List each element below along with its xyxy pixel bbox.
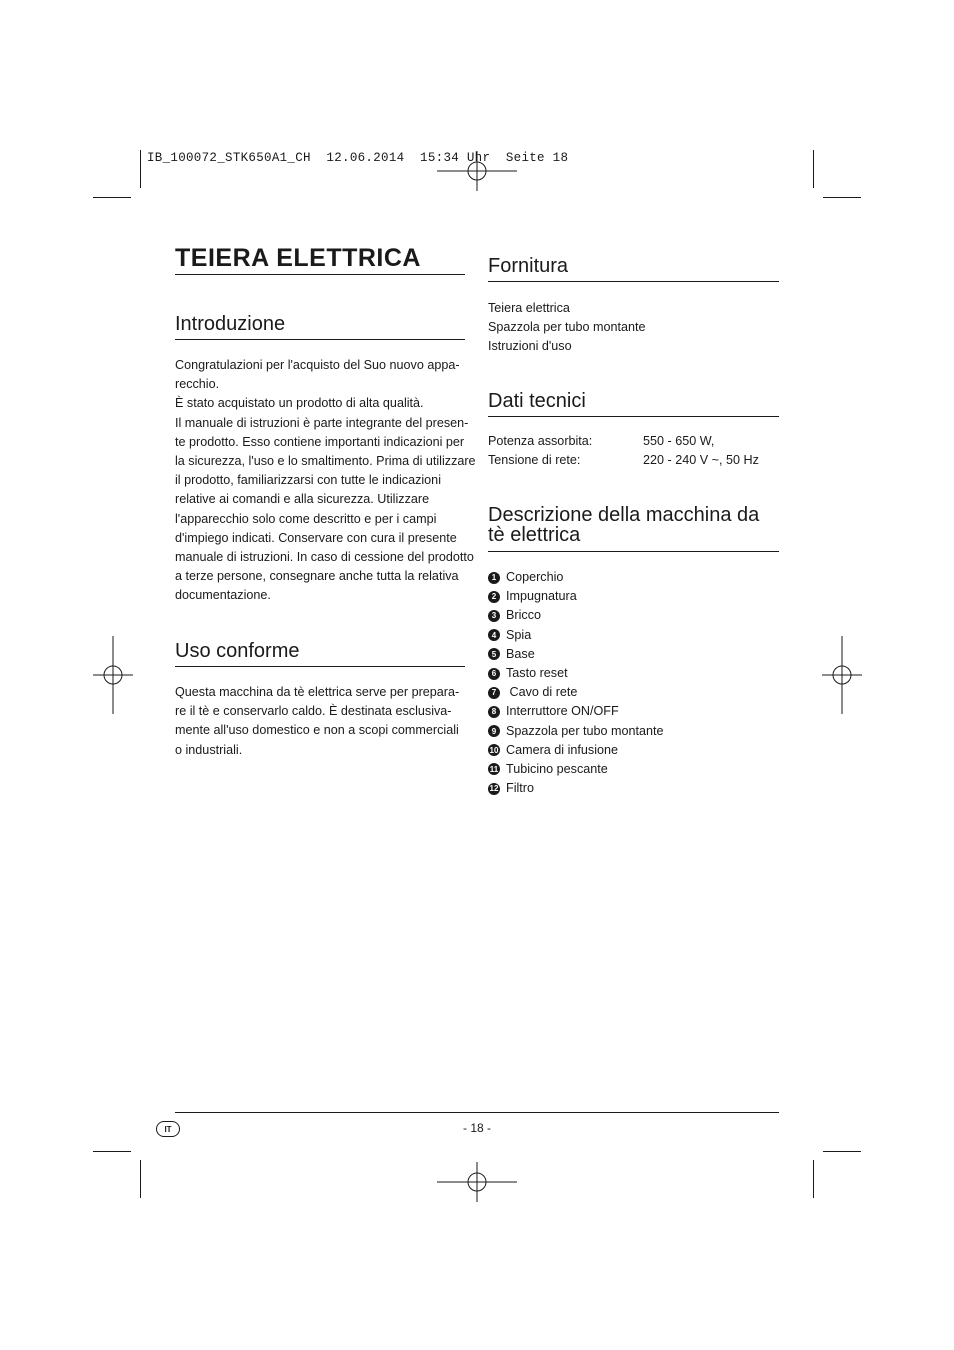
dati-tecnici-heading: Dati tecnici [488,390,586,412]
list-item [488,722,664,741]
number-badge: 9 [488,725,500,737]
list-item [488,645,664,664]
part-label: Cavo di rete [506,685,578,700]
number-badge: 3 [488,610,500,622]
print-slug: IB_100072_STK650A1_CH 12.06.2014 15:34 Uhr Seite 18 [147,151,569,165]
part-label: Camera di infusione [506,742,619,757]
text-line: d'impiego indicati. Conservare con cura il presente [175,530,457,545]
spec-row [488,432,759,451]
number-badge: 10 [489,745,499,755]
list-item [488,741,664,760]
list-item [488,702,664,721]
introduzione-text [175,356,476,606]
spec-label: Tensione di rete: [488,453,581,468]
part-label: Tasto reset [506,665,568,680]
fornitura-heading: Fornitura [488,255,569,277]
number-badge: 2 [488,591,500,603]
text-line: Congratulazioni per l'acquisto del Suo nuovo appa- [175,358,460,372]
part-label: Coperchio [506,570,564,584]
spec-table [488,432,759,470]
number-badge: 7 [488,687,500,699]
number-badge: 12 [489,784,499,794]
list-item: Spazzola per tubo montante [488,320,646,335]
heading-line: Descrizione della macchina da [488,504,760,526]
text-line: Il manuale di istruzioni è parte integrante del presen- [175,415,469,430]
list-item [488,779,664,798]
spec-value: 220 - 240 V ~, 50 Hz [643,453,759,468]
text-line: È stato acquistato un prodotto di alta qualità. [175,396,424,411]
part-label: Spazzola per tubo montante [506,723,664,738]
text-line: o industriali. [175,742,243,757]
text-line: a terze persone, consegnare anche tutta la relativa [175,569,459,584]
introduzione-heading: Introduzione [175,313,286,335]
parts-list [488,568,664,798]
introduzione-rule [175,339,465,340]
registration-mark-top [437,151,517,191]
text-line: il prodotto, familiarizzarsi con tutte le indicazioni [175,473,441,488]
page-number: - 18 - [462,1121,491,1135]
text-line: documentazione. [175,588,271,603]
part-label: Interruttore ON/OFF [506,704,619,719]
spec-row [488,451,759,470]
fornitura-rule [488,281,779,282]
language-badge: IT [156,1121,180,1137]
part-label: Base [506,646,535,661]
uso-conforme-rule [175,666,465,667]
registration-mark-right [822,636,862,714]
part-label: Tubicino pescante [506,761,608,776]
text-line: Questa macchina da tè elettrica serve per prepara- [175,685,460,699]
number-badge: 6 [488,668,500,680]
text-line: mente all'uso domestico e non a scopi commerciali [175,723,459,738]
spec-label: Potenza assorbita: [488,434,593,448]
number-badge: 5 [488,648,500,660]
uso-conforme-heading: Uso conforme [175,640,300,662]
list-item [488,626,664,645]
text-line: la sicurezza, l'uso e lo smaltimento. Prima di utilizzare [175,454,476,469]
registration-mark-left [93,636,133,714]
text-line: re il tè e conservarlo caldo. È destinata esclusiva- [175,704,452,719]
part-label: Spia [506,627,532,642]
number-badge: 8 [488,706,500,718]
part-label: Impugnatura [506,589,577,604]
list-item: Teiera elettrica [488,301,570,315]
text-line: te prodotto. Esso contiene importanti indicazioni per [175,434,465,449]
list-item [488,587,664,606]
list-item: Istruzioni d'uso [488,339,572,354]
heading-line: tè elettrica [488,524,581,546]
part-label: Filtro [506,781,534,796]
list-item [488,568,664,587]
uso-conforme-text [175,683,459,760]
text-line: recchio. [175,377,220,392]
footer-rule [175,1112,779,1113]
number-badge: 11 [489,764,499,774]
descrizione-rule [488,551,779,552]
text-line: l'apparecchio solo come descritto e per i campi [175,511,437,526]
part-label: Bricco [506,608,541,623]
spec-value: 550 - 650 W, [643,434,715,448]
number-badge: 4 [488,629,500,641]
descrizione-heading [488,505,759,545]
list-item [488,683,664,702]
fornitura-list [488,299,646,357]
dati-tecnici-rule [488,416,779,417]
title-rule [175,274,465,275]
text-line: manuale di istruzioni. In caso di cessione del prodotto [175,550,474,565]
text-line: relative ai comandi e alla sicurezza. Utilizzare [175,492,430,507]
list-item [488,664,664,683]
page-title: TEIERA ELETTRICA [175,244,421,272]
list-item [488,606,664,625]
registration-mark-bottom [437,1162,517,1202]
list-item [488,760,664,779]
number-badge: 1 [488,572,500,584]
